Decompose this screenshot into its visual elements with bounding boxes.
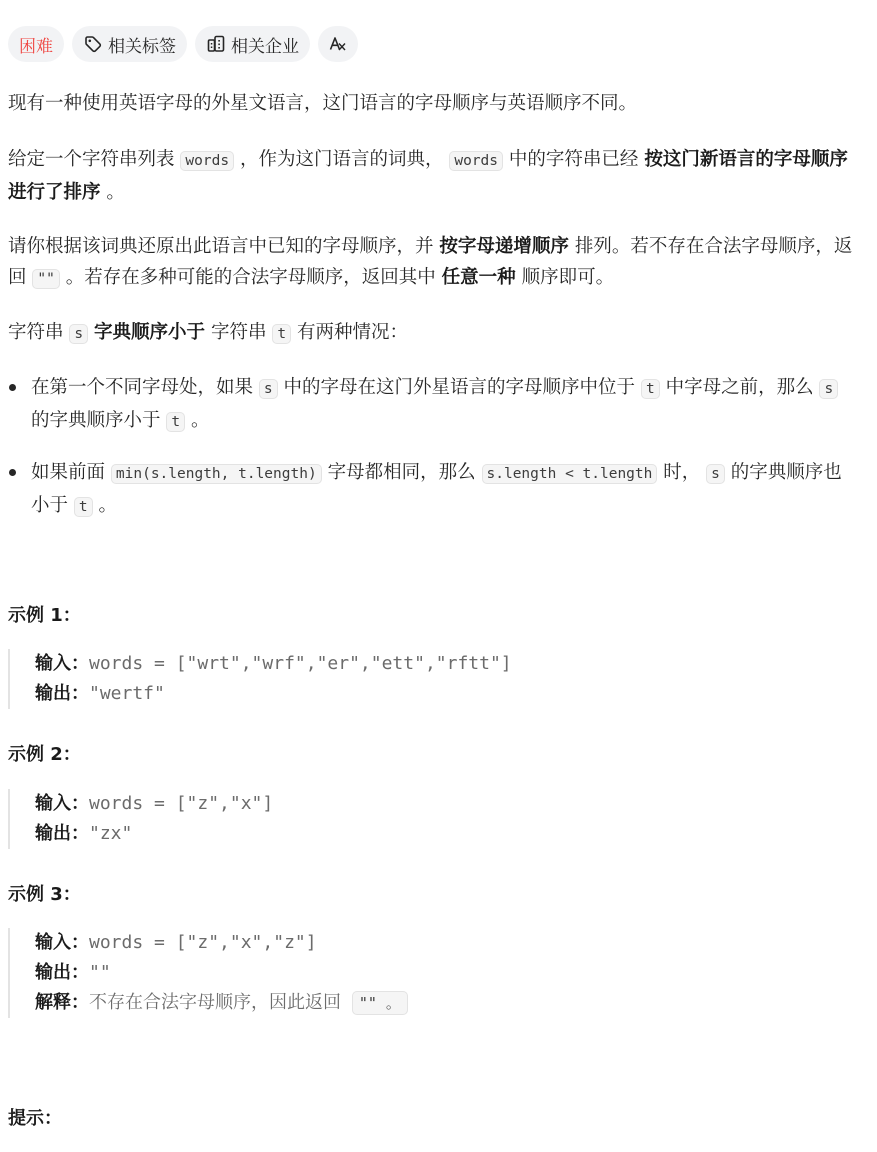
intro-text: 现有一种使用英语字母的外星文语言，这门语言的字母顺序与英语顺序不同。 (8, 93, 638, 114)
explain-label: 解释： (35, 992, 89, 1013)
lexicographic-paragraph (8, 317, 860, 350)
text: 字符串 (8, 322, 64, 343)
list-item (8, 372, 860, 438)
bullet-dot (9, 469, 16, 476)
inline-code: s (706, 464, 725, 484)
example-2-block (8, 789, 835, 849)
tag-bar (8, 26, 358, 62)
inline-code: t (74, 497, 93, 517)
input-value: words = ["z","x"] (89, 793, 274, 814)
text: 请你根据该词典还原出此语言中已知的字母顺序，并 (8, 236, 434, 257)
text: 字符串 (210, 322, 267, 343)
inline-code: min(s.length, t.length) (111, 464, 322, 484)
inline-code: t (166, 412, 185, 432)
bold-text: 按字母递增顺序 (439, 236, 569, 257)
example-1-block (8, 649, 835, 709)
output-value: "zx" (89, 823, 133, 844)
conditions-list (8, 372, 860, 542)
bold-text: 任意一种 (441, 267, 516, 288)
hints-title: 提示： (8, 1108, 62, 1129)
inline-code: s (819, 379, 838, 399)
input-value: words = ["z","x","z"] (89, 932, 317, 953)
related-companies-label: 相关企业 (231, 36, 299, 57)
text: 中字母之前，那么 (665, 377, 814, 398)
related-companies-button[interactable] (195, 26, 310, 62)
text: 。 (106, 182, 125, 203)
bullet-dot (9, 384, 16, 391)
related-tags-button[interactable] (72, 26, 187, 62)
text: 如果前面 (31, 462, 106, 483)
input-value: words = ["wrt","wrf","er","ett","rftt"] (89, 653, 512, 674)
list-item (8, 457, 860, 523)
text: 顺序即可。 (521, 267, 615, 288)
text: 的字典顺序小于 (31, 410, 161, 431)
input-label: 输入： (35, 932, 89, 953)
words-paragraph (8, 144, 860, 208)
example-input-line (35, 928, 835, 958)
difficulty-label: 困难 (19, 36, 53, 57)
inline-code: s (259, 379, 278, 399)
text: 的字典顺序也小于 (31, 462, 842, 516)
text: 时， (663, 462, 701, 483)
explain-text: 不存在合法字母顺序，因此返回 (89, 992, 341, 1013)
output-label: 输出： (35, 823, 89, 844)
inline-code: words (180, 151, 234, 171)
text: 给定一个字符串列表 (8, 149, 175, 170)
inline-code: "" (32, 269, 59, 289)
example-input-line (35, 649, 835, 679)
task-paragraph (8, 231, 860, 295)
related-tags-label: 相关标签 (108, 36, 176, 57)
example-2-title: 示例 2： (8, 744, 81, 765)
inline-code: t (272, 324, 291, 344)
example-explain-line (35, 988, 835, 1018)
example-output-line (35, 958, 835, 988)
input-label: 输入： (35, 793, 89, 814)
inline-code: t (641, 379, 660, 399)
text: 。若存在多种可能的合法字母顺序，返回其中 (65, 267, 436, 288)
font-size-icon (328, 34, 348, 54)
tag-icon (83, 34, 103, 54)
intro-paragraph (8, 88, 860, 119)
text: 在第一个不同字母处，如果 (31, 377, 254, 398)
text: 有两种情况： (296, 322, 408, 343)
example-1-title: 示例 1： (8, 605, 81, 626)
output-value: "wertf" (89, 683, 165, 704)
inline-code: s.length < t.length (482, 464, 658, 484)
example-output-line (35, 679, 835, 709)
example-3-title: 示例 3： (8, 884, 81, 905)
bold-text: 字典顺序小于 (94, 322, 206, 343)
company-icon (206, 34, 226, 54)
inline-code: "" 。 (352, 991, 408, 1015)
inline-code: words (449, 151, 503, 171)
input-label: 输入： (35, 653, 89, 674)
output-value: "" (89, 962, 111, 983)
example-3-block (8, 928, 835, 1018)
text: 。 (191, 410, 210, 431)
output-label: 输出： (35, 962, 89, 983)
output-label: 输出： (35, 683, 89, 704)
text: 中的字符串已经 (508, 149, 639, 170)
font-size-button[interactable] (318, 26, 358, 62)
inline-code: s (69, 324, 88, 344)
text: 。 (98, 495, 118, 516)
text: ，作为这门语言的词典， (239, 149, 444, 170)
bold-text: 按这门新语言的字母顺序进行了排序 (8, 149, 848, 203)
difficulty-badge[interactable] (8, 26, 64, 62)
text: 排列。若不存在合法字母顺序，返回 (8, 236, 853, 288)
text: 字母都相同，那么 (327, 462, 476, 483)
example-output-line (35, 819, 835, 849)
example-input-line (35, 789, 835, 819)
text: 中的字母在这门外星语言的字母顺序中位于 (283, 377, 636, 398)
